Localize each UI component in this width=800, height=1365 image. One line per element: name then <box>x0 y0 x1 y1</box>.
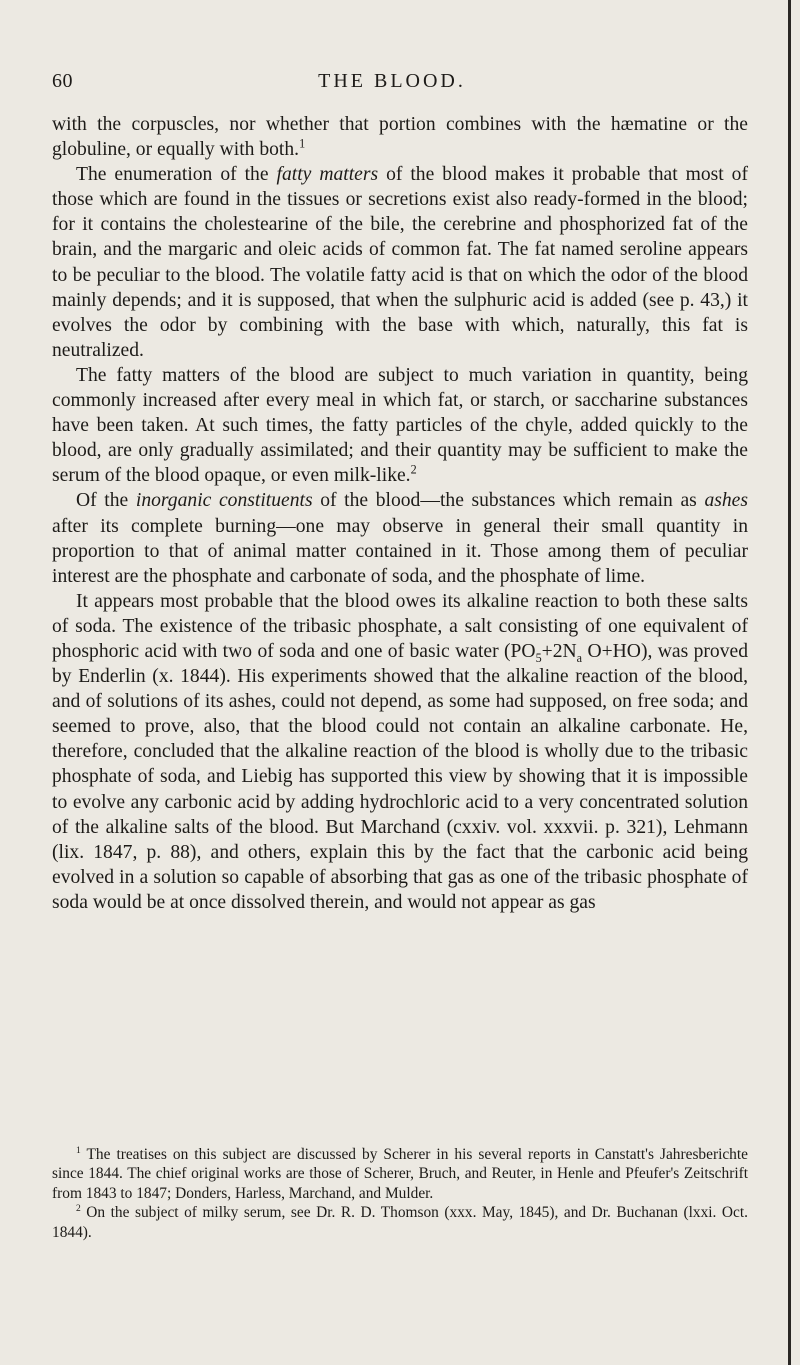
paragraph <box>52 112 748 162</box>
page-header <box>52 70 732 96</box>
footnote <box>52 1203 748 1242</box>
footnote-marker: 2 <box>410 462 417 477</box>
text-run: On the subject of milky serum, see Dr. R. D. Thomson (xxx. May, 1845), and Dr. Buchanan (lxxi. Oct. 1844). <box>52 1204 748 1241</box>
text-run: after its complete burning—one may observe in general their small quantity in proportion to that of animal matter contained in it. Those among them of peculiar interest are the phosphate and carbonate of soda, and the phosphate of lime. <box>52 515 748 587</box>
body-text <box>52 112 748 915</box>
italic-phrase: inorganic constituents <box>135 490 313 512</box>
footnote-marker: 1 <box>299 136 306 151</box>
text-run: Of the <box>76 490 136 512</box>
italic-phrase: fatty matters <box>276 164 379 186</box>
footnotes <box>52 1145 748 1242</box>
subscript: a <box>576 650 583 665</box>
text-run: The treatises on this subject are discussed by Scherer in his several reports in Canstatt's Jahresberichte since 1844. The chief original works are those of Scherer, Bruch, and Reuter, in Henle and Pfeufer's Zeitschrift from 1843 to 1847; Donders, Harless, Marchand, and Mulder. <box>52 1146 748 1202</box>
subscript: 5 <box>535 650 542 665</box>
text-run: of the blood makes it probable that most of those which are found in the tissues or secretions exist also ready-formed in the blood; for it contains the cholestearine of the bile, the cerebrine and phosphorized fat of the brain, and the margaric and oleic acids of common fat. The fat named seroline appears to be peculiar to the blood. The volatile fatty acid is that on which the odor of the blood mainly depends; and it is supposed, that when the sulphuric acid is added (see p. 43,) it evolves the odor by combining with the base with which, naturally, this fat is neutralized. <box>52 164 749 361</box>
footnote <box>52 1145 748 1203</box>
footnote-marker: 1 <box>76 1144 81 1156</box>
page-edge-line <box>788 0 791 1365</box>
text-run: O+HO), was proved by Enderlin (x. 1844). His experiments showed that the alkaline reaction of the blood, and of solutions of its ashes, could not depend, as some had supposed, on free soda; and seemed to prove, also, that the blood could not contain an alkaline carbonate. He, therefore, concluded that the alkaline reaction of the blood is wholly due to the tribasic phosphate of soda, and Liebig has supported this view by showing that it is impossible to evolve any carbonic acid by adding hydrochloric acid to a very concentrated solution of the alkaline salts of the blood. But Marchand (cxxiv. vol. xxxvii. p. 321), Lehmann (lix. 1847, p. 88), and others, explain this by the fact that the carbonic acid being evolved in a solution so capable of absorbing that gas as one of the tribasic phosphate of soda would be at once dissolved therein, and would not appear as gas <box>52 640 749 913</box>
text-run: The fatty matters of the blood are subject to much variation in quantity, being commonly increased after every meal in which fat, or starch, or saccharine substances have been taken. At such times, the fatty particles of the chyle, added quickly to the blood, are only gradually assimilated; and their quantity may be sufficient to make the serum of the blood opaque, or even milk-like. <box>52 364 748 487</box>
text-run: with the corpuscles, nor whether that portion combines with the hæmatine or the globuline, or equally with both. <box>52 114 748 161</box>
italic-phrase: ashes <box>704 490 748 512</box>
paragraph <box>52 162 748 363</box>
paragraph <box>52 589 748 915</box>
running-title: THE BLOOD. <box>318 70 466 92</box>
page-number: 60 <box>52 70 73 92</box>
text-run: The enumeration of the <box>76 164 277 186</box>
footnote-marker: 2 <box>76 1203 81 1215</box>
paragraph <box>52 363 748 488</box>
paragraph <box>52 488 748 588</box>
text-run: +2N <box>541 640 577 662</box>
text-run: It appears most probable that the blood owes its alkaline reaction to both these salts of soda. The existence of the tribasic phosphate, a salt consisting of one equivalent of phosphoric acid with two of soda and one of basic water (PO <box>52 590 748 662</box>
text-run: of the blood—the substances which remain as <box>312 490 705 512</box>
